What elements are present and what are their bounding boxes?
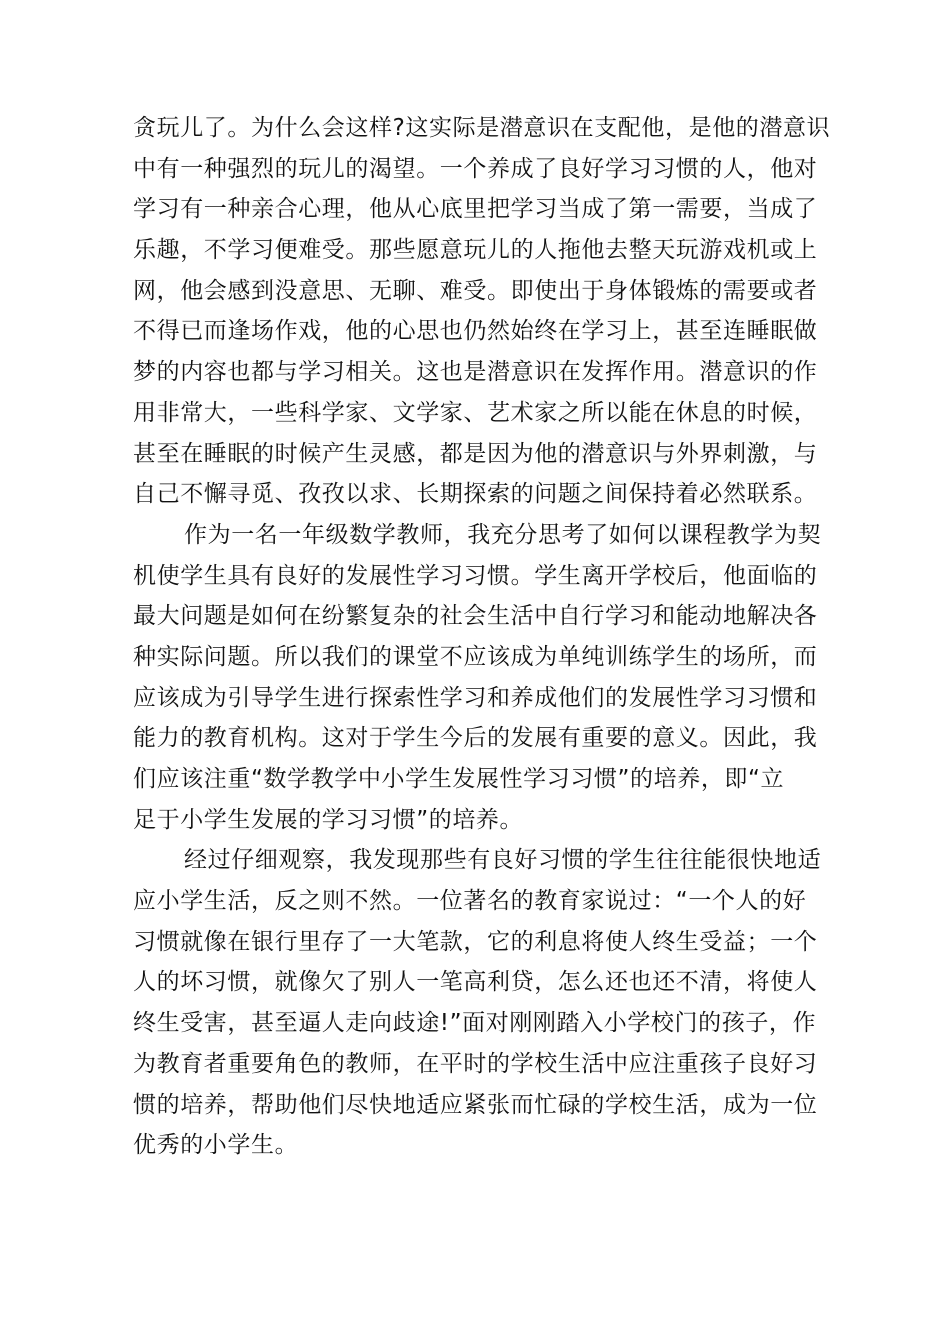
text-line: 网，他会感到没意思、无聊、难受。即使出于身体锻炼的需要或者 (133, 277, 818, 304)
text-line: 梦的内容也都与学习相关。这也是潜意识在发挥作用。潜意识的作 (133, 359, 818, 386)
document-body (133, 108, 833, 1166)
text-line: 足于小学生发展的学习习惯”的培养。 (133, 806, 524, 833)
text-line: 学习有一种亲合心理，他从心底里把学习当成了第一需要，当成了 (133, 196, 818, 223)
text-line: 为教育者重要角色的教师，在平时的学校生活中应注重孩子良好习 (133, 1050, 818, 1077)
text-line: 优秀的小学生。 (133, 1132, 299, 1159)
text-line: 贪玩儿了。为什么会这样?这实际是潜意识在支配他，是他的潜意识 (133, 115, 831, 141)
text-line: 经过仔细观察，我发现那些有良好习惯的学生往往能很快地适 (184, 847, 822, 874)
text-line: 们应该注重“数学教学中小学生发展性学习习惯”的培养，即“立 (133, 766, 785, 792)
text-line: 中有一种强烈的玩儿的渴望。一个养成了良好学习习惯的人，他对 (133, 155, 818, 182)
paragraph-1 (133, 108, 833, 515)
text-line: 乐趣，不学习便难受。那些愿意玩儿的人拖他去整天玩游戏机或上 (133, 237, 818, 264)
text-line: 习惯就像在银行里存了一大笔款，它的利息将使人终生受益；一个 (133, 928, 818, 955)
text-line: 惯的培养，帮助他们尽快地适应紧张而忙碌的学校生活，成为一位 (133, 1091, 818, 1118)
text-line: 终生受害，甚至逼人走向歧途!”面对刚刚踏入小学校门的孩子，作 (133, 1010, 817, 1037)
text-line: 甚至在睡眠的时候产生灵感，都是因为他的潜意识与外界刺激，与 (133, 440, 818, 467)
text-line: 应小学生活，反之则不然。一位著名的教育家说过：“一个人的好 (133, 888, 807, 915)
text-line: 不得已而逢场作戏，他的心思也仍然始终在学习上，甚至连睡眠做 (133, 318, 818, 345)
text-line: 能力的教育机构。这对于学生今后的发展有重要的意义。因此，我 (133, 725, 818, 752)
text-line: 作为一名一年级数学教师，我充分思考了如何以课程教学为契 (184, 521, 822, 548)
paragraph-3 (133, 840, 833, 1166)
text-line: 自己不懈寻觅、孜孜以求、长期探索的问题之间保持着必然联系。 (133, 481, 818, 508)
text-line: 种实际问题。所以我们的课堂不应该成为单纯训练学生的场所，而 (133, 643, 818, 670)
text-line: 应该成为引导学生进行探索性学习和养成他们的发展性学习习惯和 (133, 684, 818, 711)
text-line: 用非常大，一些科学家、文学家、艺术家之所以能在休息的时候， (133, 399, 818, 426)
text-line: 人的坏习惯，就像欠了别人一笔高利贷，怎么还也还不清，将使人 (133, 969, 818, 996)
text-line: 机使学生具有良好的发展性学习习惯。学生离开学校后，他面临的 (133, 562, 818, 589)
text-line: 最大问题是如何在纷繁复杂的社会生活中自行学习和能动地解决各 (133, 603, 818, 630)
paragraph-2 (133, 515, 833, 841)
